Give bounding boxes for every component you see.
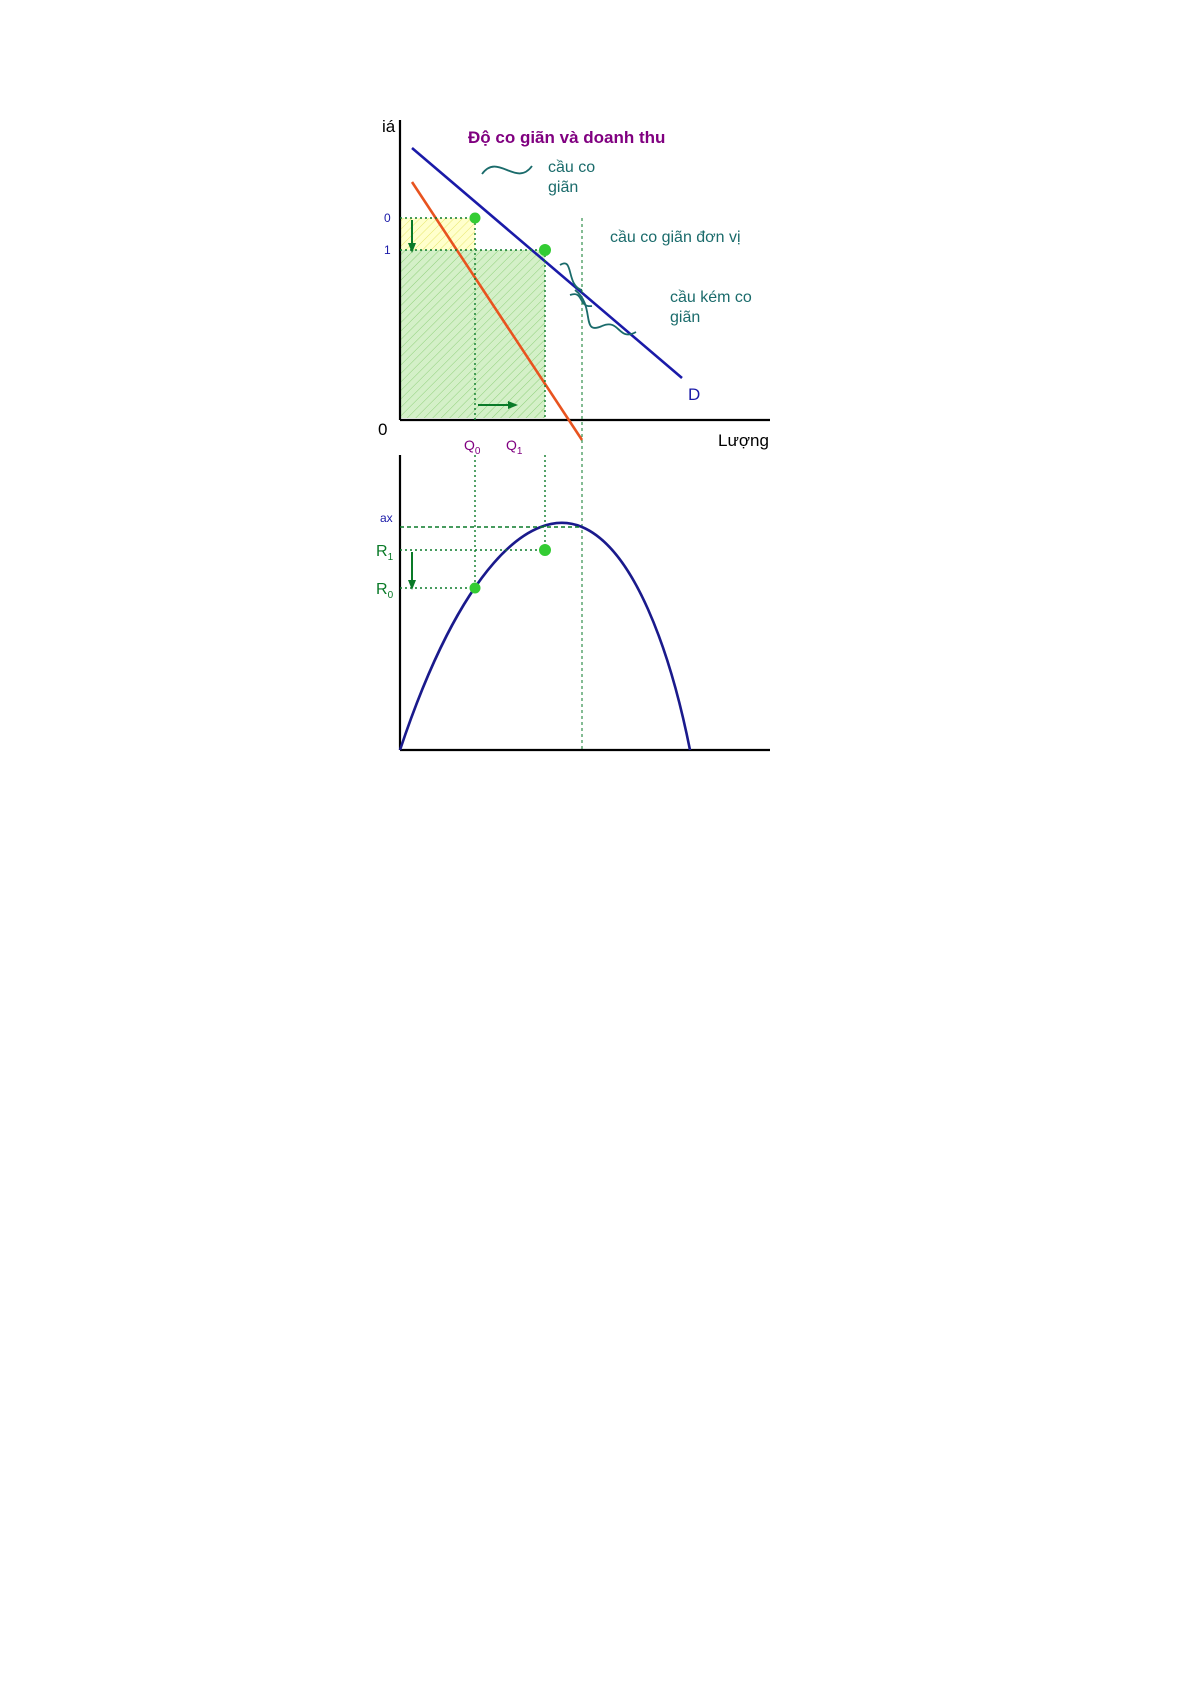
elastic-brace bbox=[482, 166, 532, 174]
economics-figure bbox=[370, 90, 820, 770]
point-r0 bbox=[470, 583, 480, 593]
revenue-change-arrowhead bbox=[408, 580, 416, 590]
elastic-label-line2: giãn bbox=[548, 179, 579, 196]
p0-label: 0 bbox=[384, 211, 391, 225]
y-axis-label: iá bbox=[382, 117, 396, 136]
r1-label: $R_1$ bbox=[376, 543, 394, 563]
p1-label: 1 bbox=[384, 243, 391, 257]
origin-label: 0 bbox=[378, 420, 388, 439]
inelastic-label-line1: cầu kém co bbox=[670, 289, 752, 306]
point-r1 bbox=[540, 545, 551, 556]
r0-label: $R_0$ bbox=[376, 581, 394, 601]
inelastic-label-line2: giãn bbox=[670, 309, 701, 326]
rmax-label: ax bbox=[380, 511, 393, 525]
unit-elastic-label: cầu co giãn đơn vị bbox=[610, 229, 741, 246]
total-revenue-curve bbox=[400, 523, 690, 750]
elastic-label-line1: cầu co bbox=[548, 159, 596, 176]
point-p0q0 bbox=[470, 213, 480, 223]
point-p1q1 bbox=[540, 245, 551, 256]
demand-curve-label: D bbox=[688, 385, 701, 404]
chart-title: Độ co giãn và doanh thu bbox=[468, 128, 666, 147]
q1-label: $Q_1$ bbox=[506, 437, 523, 457]
figure-svg bbox=[370, 90, 820, 780]
q0-label: $Q_0$ bbox=[464, 437, 481, 457]
x-axis-label: Lượng bbox=[718, 431, 769, 450]
